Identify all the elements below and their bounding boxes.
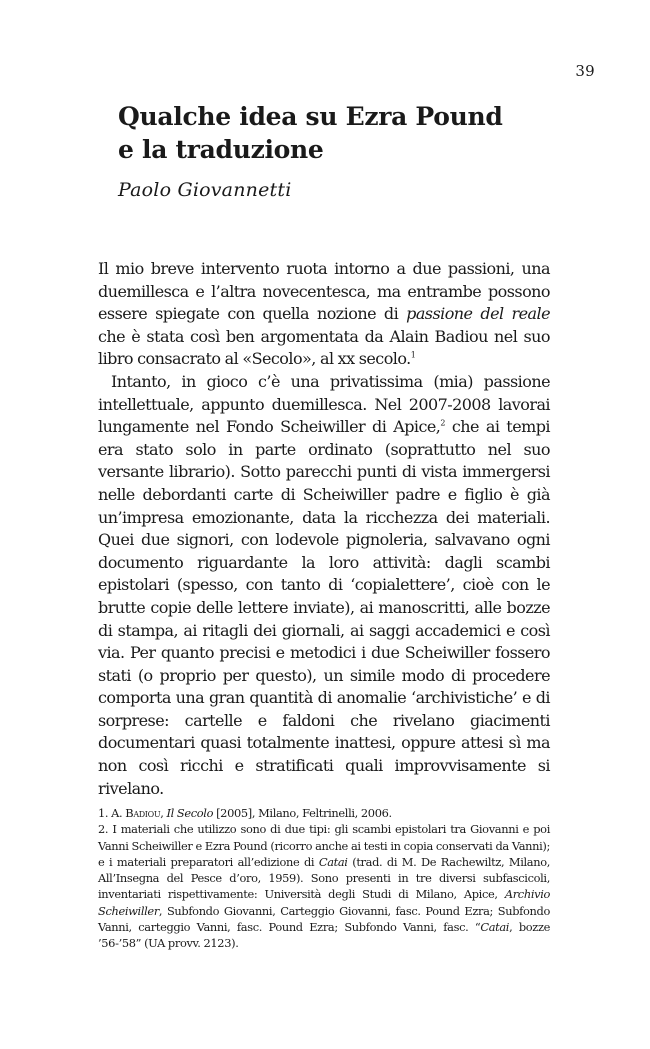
paragraph-1-text-a: Il mio breve intervento ruota intorno a due passioni, una duemillesca e l’altra novecentesca, ma entrambe possono essere spiegate con quella nozione di — [98, 259, 550, 324]
article-header — [118, 100, 578, 204]
article-title-line-2: e la traduzione — [118, 135, 324, 164]
footnote-ref-2[interactable]: 2 — [440, 418, 445, 428]
footnote-2-number: 2. — [98, 822, 109, 837]
footnote-1: 1. A. Badiou, Il Secolo [2005], Milano, Feltrinelli, 2006. — [98, 806, 392, 820]
footnote-2-text-a: I materiali che utilizzo sono di due tipi: gli scambi epistolari tra Giovanni e poi Vanni Scheiwiller e Ezra Pound (ricorro anche ai testi in copia conservati da Vanni); e i materiali preparatori all’edizione di — [98, 822, 550, 869]
body-paragraph-2 — [98, 371, 550, 800]
paragraph-1-italic-phrase: passione del reale — [406, 304, 550, 324]
paragraph-2-text-a: Intanto, in gioco c’è una privatissima (mia) passione intellettuale, appunto duemillesca. Nel 2007-2008 lavorai lungamente nel Fondo Scheiwiller di Apice, — [98, 371, 550, 437]
footnote-2 — [98, 821, 550, 951]
footnote-2-text-b: (trad. di M. De Rachewiltz, Milano, All’Insegna del Pesce d’oro, 1959). Sono presenti in tre diversi subfascicoli, inventariati rispettivamente: Università degli Studi di Milano, Apice, — [98, 854, 551, 902]
footnote-2-italic-c: Catai — [480, 920, 510, 935]
footnote-2-italic-a: Catai — [318, 854, 348, 869]
article-body — [98, 258, 550, 800]
page-number: 39 — [575, 62, 595, 80]
article-title — [118, 100, 578, 166]
footnote-1-work-title: Il Secolo — [166, 806, 214, 820]
footnotes — [98, 805, 550, 952]
article-author: Paolo Giovannetti — [118, 179, 292, 201]
footnote-1-text: [2005], Milano, Feltrinelli, 2006. — [216, 806, 392, 820]
footnote-1-author-initial: A. — [111, 806, 123, 820]
footnote-2-text-d: , bozze ’56-’58” (UA provv. 2123). — [98, 920, 550, 951]
paragraph-2-text-b: che ai tempi era stato solo in parte ordinato (soprattutto nel suo versante librario). Sotto parecchi punti di vista immergersi nelle debordanti carte di Scheiwiller padre e figlio è già un’impresa emozionante, data la ricchezza dei materiali. Quei due signori, con lodevole pignoleria, salvavano ogni documento riguardante la loro attività: dagli scambi epistolari (spesso, con tanto di ‘copialettere’, cioè con le brutte copie delle lettere inviate), ai manoscritti, alle bozze di stampa, ai ritagli dei giornali, ai saggi accademici e così via. Per quanto precisi e metodici i due Scheiwiller fossero stati (o proprio per questo), un simile modo di procedere comporta una gran quantità di anomalie ‘archivistiche’ e di sorprese: cartelle e faldoni che rivelano giacimenti documentari quasi totalmente inattesi, oppure attesi sì ma non così ricchi e stratificati quali improvvisamente si rivelano. — [98, 417, 550, 798]
body-paragraph-1 — [98, 258, 550, 371]
article-title-line-1: Qualche idea su Ezra Pound — [118, 102, 503, 131]
footnote-ref-1[interactable]: 1 — [410, 351, 416, 361]
footnote-1-author-surname: Badiou — [125, 806, 161, 820]
footnote-2-italic-b: Archivio Scheiwiller — [98, 887, 550, 918]
footnote-1-number: 1. — [98, 806, 109, 820]
footnote-2-text-c: , Subfondo Giovanni, Carteggio Giovanni, fasc. Pound Ezra; Subfondo Vanni, carteggio Vanni, fasc. Pound Ezra; Subfondo Vanni, fasc. “ — [98, 903, 550, 935]
paragraph-1-text-b: che è stata così ben argomentata da Alain Badiou nel suo libro consacrato al «Secolo», al xx secolo. — [98, 326, 550, 369]
